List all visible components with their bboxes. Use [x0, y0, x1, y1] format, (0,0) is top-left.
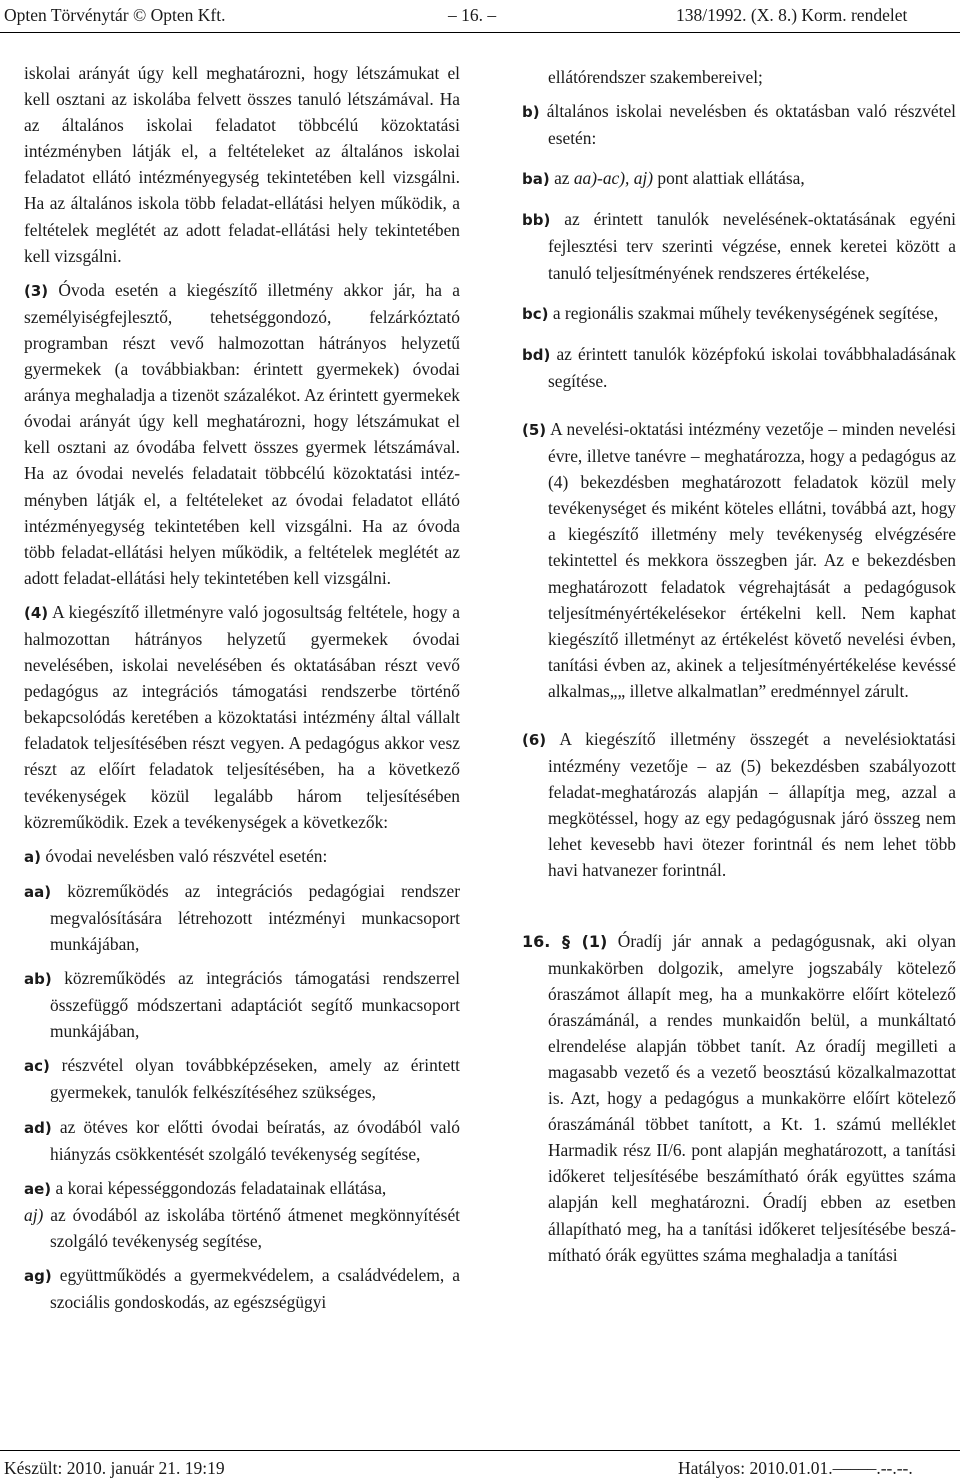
- item-text: a korai képességgondozás feladatainak ellátása,: [51, 1177, 387, 1198]
- item-label: bd): [522, 345, 551, 364]
- list-item-a: [24, 843, 460, 870]
- item-text: pont alattiak ellátása,: [653, 168, 805, 189]
- item-label: bb): [522, 211, 551, 230]
- item-label: b): [522, 103, 540, 122]
- list-item-aa: [24, 878, 460, 957]
- list-item-b: [522, 98, 956, 151]
- item-text: az: [549, 168, 574, 189]
- paragraph-label: (3): [24, 281, 49, 300]
- item-label: ae): [24, 1179, 52, 1198]
- list-item-ad: [24, 1114, 460, 1167]
- paragraph-6: [522, 726, 956, 884]
- list-item-ag: [24, 1262, 460, 1315]
- page-footer: [0, 1456, 960, 1484]
- header-divider: [0, 32, 960, 33]
- paragraph-5: [522, 416, 956, 704]
- item-label: bc): [522, 304, 549, 323]
- paragraph-text: A kiegészítő illetmény összegét a nevelésioktatási intézmény vezetője – az (5) bekezdésben szabályozott feladat-meghatározás alapján – állapítja meg, azzal a megkötéssel, hogy az egy pedagógusnak járó összeg nem lehet kevesebb havi ötezer forintnál és nem lehet több havi hatvanezer forintnál.: [546, 728, 956, 881]
- list-item-ba: [522, 165, 956, 192]
- list-item-bd: [522, 341, 956, 394]
- header-publisher: Opten Törvénytár © Opten Kft.: [4, 5, 226, 25]
- item-label: ag): [24, 1267, 52, 1286]
- paragraph-label: (5): [522, 420, 547, 439]
- right-column: [522, 64, 956, 1268]
- section-label: 16. § (1): [522, 931, 608, 951]
- list-item-bb: [522, 206, 956, 285]
- list-item-continuation: ellátórendszer szakembereivel;: [548, 67, 763, 87]
- item-text: a regionális szakmai műhely tevékenységének segítése,: [548, 302, 939, 323]
- list-item-bc: [522, 300, 956, 327]
- paragraph-3: [24, 277, 460, 591]
- item-label: aj): [24, 1204, 44, 1225]
- item-text: az érintett tanulók nevelésének-oktatásának egyéni fejlesztési terv szerinti végzése, ennek keretei között a tanuló teljesítményének rendszeres értékelése,: [548, 209, 956, 283]
- paragraph-text: Óvoda esetén a kiegészítő illetmény akkor jár, ha a személyiségfejlesztő, tehetséggondozó, felzárkóztató programban részt vevő halmozottan hátrányos helyzetű gyermekek (a továbbiakban: érintett gyermekek) óvodai aránya meghaladja a tizenöt százalékot. Az érintett gyermekek óvodai arányát úgy kell meghatározni, hogy létszámukat el kell osztani az óvodába felvett összes gyermek létszámával. Ha az óvodai nevelés feladatait többcélú közoktatási intézményben látják el, a feltételeket az óvodai feladatot ellátó intézményegység tekintetében kell vizsgálni. Ha az óvoda több feladat-ellátási helyen működik, a feltételek meglétét az adott feladat-ellátási hely tekintetében kell vizsgálni.: [24, 279, 460, 588]
- header-regulation: 138/1992. (X. 8.) Korm. rendelet: [676, 5, 908, 25]
- paragraph-label: (4): [24, 603, 49, 622]
- item-text: együttműködés a gyermekvédelem, a családvédelem, a szociális gondoskodás, az egészségügyi: [50, 1265, 460, 1313]
- item-text: általános iskolai nevelésben és oktatásban való részvétel esetén:: [539, 101, 956, 149]
- paragraph-continuation: iskolai arányát úgy kell meghatározni, hogy létszámukat el kell osztani az iskolába felvett összes tanuló létszámával. Ha az általános iskolai feladatot többcélú közoktatási intézményben látják el, a feltételeket az általános iskolai feladatot ellátó intézményegység tekintetében kell vizsgálni. Ha az általános iskola több feladat-ellátási helyen működik, a feltételek meglétét az adott feladat-ellátási hely tekintetében kell vizsgálni.: [24, 63, 460, 266]
- footer-divider: [0, 1450, 960, 1451]
- item-text: óvodai nevelésben való részvétel esetén:: [40, 845, 328, 866]
- item-text: az óvodából az iskolába történő átmenet megkönnyítését szolgáló tevékenység segítése,: [43, 1204, 460, 1251]
- list-item-ab: [24, 965, 460, 1044]
- footer-created: Készült: 2010. január 21. 19:19: [4, 1458, 225, 1478]
- item-reference: aa)-ac), aj): [573, 168, 654, 189]
- section-16: [522, 928, 956, 1268]
- item-label: ba): [522, 170, 550, 189]
- item-text: közreműködés az integrációs támogatási rendszerrel összefüggő módszertani adaptációt segítő munkacsoport munkájában,: [50, 968, 460, 1042]
- page-header: [0, 0, 960, 30]
- header-page-number: – 16. –: [448, 5, 497, 25]
- item-text: közreműködés az integrációs pedagógiai rendszer megvalósítására létrehozott intézményi munkacsoport munkájában,: [50, 880, 460, 954]
- list-item-aj: [24, 1202, 460, 1254]
- item-label: a): [24, 847, 41, 866]
- item-text: részvétel olyan továbbképzéseken, amely az érintett gyermekek, tanulók felkészítéséhez szükséges,: [49, 1055, 460, 1103]
- item-text: az érintett tanulók középfokú iskolai továbbhaladásának segítése.: [548, 343, 956, 391]
- paragraph-text: A kiegészítő illetményre való jogosultság feltétele, hogy a halmozottan hátrányos helyzetű gyermekek óvodai nevelésében, iskolai nevelésében és oktatásában részt vevő pedagógus az integrációs támogatási rendszerbe történő bekapcsolódás keretében a közoktatási intézmény által vállalt feladatok teljesítésében részt vegyen. A pedagógus akkor vesz részt az előírt feladatok teljesítésében, ha a következő tevékenységek közül legalább három teljesítésében közreműködik. Ezek a tevékenységek a következők:: [24, 601, 460, 832]
- footer-effective: Hatályos: 2010.01.01.–––––.--.--.: [678, 1458, 913, 1478]
- section-text: Óradíj jár annak a pedagógusnak, aki olyan munkakörben dolgozik, amelyre jogszabály kötelező óraszámot állapít meg, ha a munkakörre előírt kötelező óraszámánál, a rendes munkaidőn belül, a munkáltató elrendelése alapján többet tanít. Az óradíj megilleti a magasabb vezető és a vezető beosztású közalkalmazottat is. Azt, hogy a pedagógus a munkakörre előírt kötelező óraszámánál többet tanított, a Kt. 1. számú melléklet Harmadik rész II/6. pont alapján meghatározott, a tanítási időkeret teljesítésébe beszámítható órák együttes száma alapján kell meghatározni. Óradíj ebben az esetben állapítható meg, ha a tanítási időkeret teljesítésébe beszámítható órák együttes száma meghaladja a tanítási: [548, 930, 956, 1265]
- left-column: [24, 60, 460, 1315]
- item-text: az ötéves kor előtti óvodai beíratás, az óvodából való hiányzás csökkentését szolgáló tevékenység segítése,: [50, 1116, 460, 1164]
- item-label: ab): [24, 970, 52, 989]
- paragraph-4: [24, 599, 460, 835]
- paragraph-label: (6): [522, 730, 547, 749]
- item-label: ac): [24, 1057, 50, 1076]
- list-item-ae: [24, 1175, 460, 1202]
- item-label: ad): [24, 1118, 52, 1137]
- list-item-ac: [24, 1052, 460, 1105]
- paragraph-text: A nevelési-oktatási intézmény vezetője – minden nevelési évre, illetve tanévre – meghatározza, hogy a pedagógus az (4) bekezdésben meghatározott feladatok közül mely tevékenységet és miként köteles ellátni, továbbá azt, hogy a kiegészítő illetmény mely tevékenység elvégzésére tekintettel és mekkora összegben jár. Az e bekezdésben meghatározott feladatok végrehajtását a pedagógusok teljesítményértékelésekor értékelni kell. Nem kaphat kiegészítő illetményt az értékelést követő nevelési évben, tanítási évben az, akinek a teljesítményértékelése kevéssé alkalmas„„ illetve alkalmatlan” eredménnyel zárult.: [546, 418, 956, 701]
- item-label: aa): [24, 882, 52, 901]
